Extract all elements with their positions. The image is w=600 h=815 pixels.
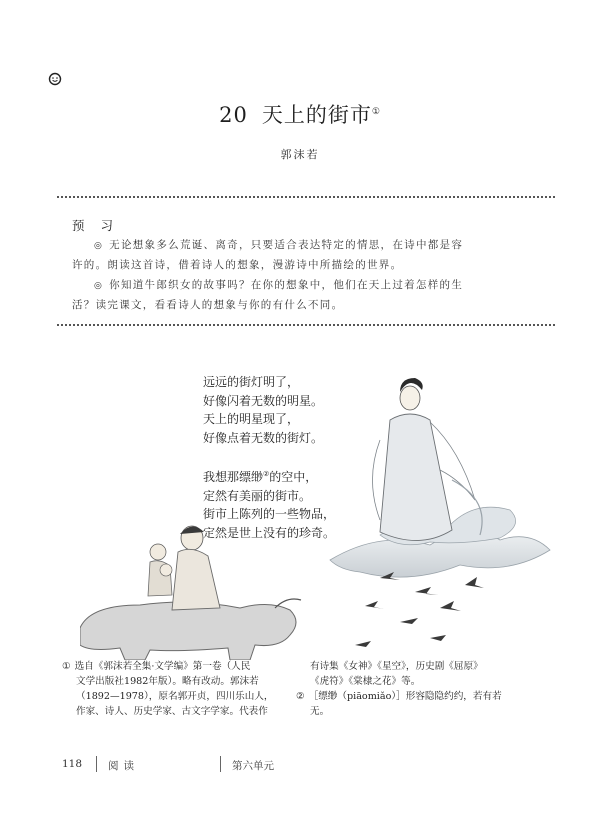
lesson-title-text: 天上的街市 bbox=[261, 103, 372, 127]
lesson-title bbox=[0, 99, 600, 129]
poem-line: 天上的明星现了， bbox=[203, 412, 300, 426]
preview-paragraph-1 bbox=[72, 236, 562, 275]
preview-p1-line1: 无论想象多么荒诞、离奇，只要适合表达特定的情思，在诗中都是容 bbox=[109, 239, 464, 251]
divider-top bbox=[57, 196, 555, 198]
footnote-line: ［缥缈（piāomiǎo）］形容隐隐约约，若有若 bbox=[308, 691, 502, 702]
poem-line: 定然是世上没有的珍奇。 bbox=[203, 525, 336, 540]
bullet-icon: ◎ bbox=[94, 281, 104, 291]
poem-line: 好像点着无数的街灯。 bbox=[203, 430, 324, 445]
poem-line: 远远的街灯明了， bbox=[203, 375, 300, 389]
unit-name: 第六单元 bbox=[232, 760, 274, 772]
footnote-mark-2: ② bbox=[263, 470, 270, 478]
poem-stanza-1 bbox=[203, 373, 423, 447]
poem-line-part: 我想那缥缈 bbox=[203, 470, 264, 484]
footnote-2-mark: ② bbox=[296, 691, 305, 702]
section-name: 阅读 bbox=[108, 760, 139, 772]
preview-p2-line2: 活？读完课文，看看诗人的想象与你的有什么不同。 bbox=[72, 299, 344, 311]
footnote-line: 有诗集《女神》《星空》，历史剧《屈原》 bbox=[310, 661, 483, 672]
footnote-line: 《虎符》《棠棣之花》等。 bbox=[310, 676, 421, 687]
page-number: 118 bbox=[62, 758, 83, 770]
poem-line: 街市上陈列的一些物品， bbox=[203, 507, 336, 521]
title-footnote-mark: ① bbox=[371, 107, 381, 117]
author-name: 郭沫若 bbox=[280, 148, 320, 161]
divider-bottom bbox=[57, 324, 555, 326]
poem-line: 定然有美丽的街市。 bbox=[203, 488, 312, 503]
footnote-line: 文学出版社1982年版）。略有改动。郭沫若 bbox=[76, 676, 259, 687]
footnote-line: （1892—1978），原名郭开贞，四川乐山人， bbox=[76, 691, 274, 702]
preview-paragraph-2 bbox=[72, 276, 562, 315]
footnote-continuation bbox=[296, 659, 532, 719]
poem-line-part: 的空中， bbox=[269, 470, 318, 484]
footnote-1-mark: ① bbox=[62, 661, 71, 672]
preview-p1-line2: 许的。朗读这首诗，借着诗人的想象，漫游诗中所描绘的世界。 bbox=[72, 259, 403, 271]
poem-line: 好像闪着无数的明星。 bbox=[203, 393, 324, 408]
footnote-1 bbox=[62, 659, 292, 719]
poem-stanza-2 bbox=[203, 465, 423, 542]
preview-p2-line1: 你知道牛郎织女的故事吗？在你的想象中，他们在天上过着怎样的生 bbox=[109, 279, 464, 291]
lesson-number: 20 bbox=[219, 103, 248, 127]
smiley-icon bbox=[48, 72, 62, 86]
preview-heading: 预 习 bbox=[72, 218, 119, 233]
footnote-line: 无。 bbox=[310, 706, 330, 717]
footnote-line: 作家、诗人、历史学家、古文字学家。代表作 bbox=[76, 706, 268, 717]
footnote-line: 选自《郭沫若全集·文学编》第一卷（人民 bbox=[74, 661, 251, 672]
bullet-icon: ◎ bbox=[94, 241, 104, 251]
footer-separator bbox=[220, 756, 221, 772]
footer-separator bbox=[96, 756, 97, 772]
poem-line bbox=[203, 465, 423, 487]
